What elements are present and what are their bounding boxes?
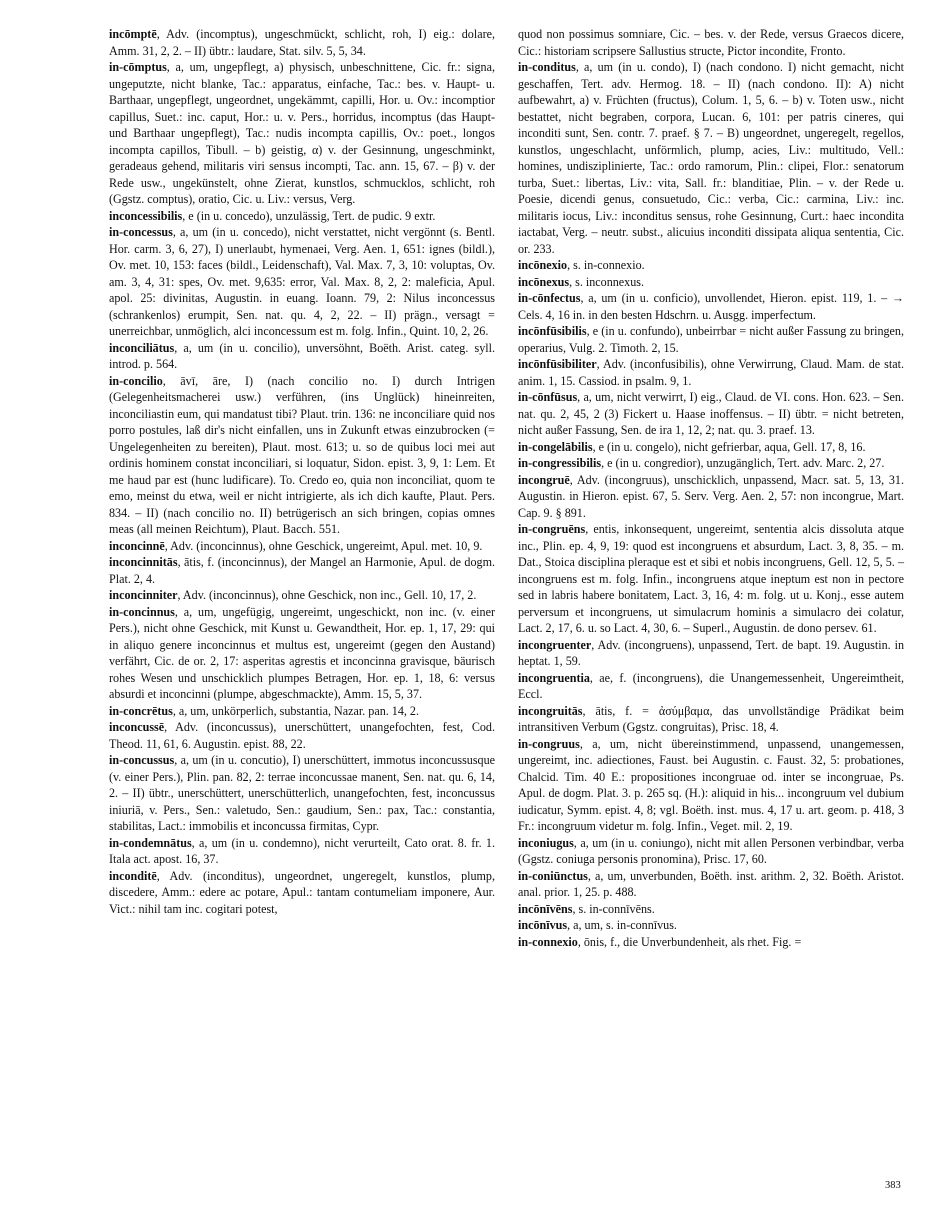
entry-headword: in-congressibilis <box>518 456 602 470</box>
entry-headword: incongruentia <box>518 670 590 685</box>
page-number: 383 <box>885 1180 901 1191</box>
entry-text: , Adv. (incomptus), ungeschmückt, schlicht, roh, I) eig.: dolare, Amm. 31, 2, 2. – II) übtr.: laudare, Stat. silv. 5, 5, 34. <box>109 27 495 58</box>
entry-headword: inconcinnitās <box>109 555 178 569</box>
entry-text: , a, um (in u. conficio), unvollendet, Hieron. epist. 119, 1. – → Cels. 4, 16 in. in den besten Hdschrn. u. Ausgg. imperfectum. <box>518 291 904 322</box>
entry-text: , Adv. (inconcinnus), ohne Geschick, non inc., Gell. 10, 17, 2. <box>177 588 477 602</box>
dictionary-entry <box>518 917 904 934</box>
entry-text: , Adv. (incongruus), unschicklich, unpassend, Macr. sat. 5, 13, 31. Augustin. in Hieron. epist. 67, 5. Serv. Verg. Aen. 2, 57: non incongrue, Mart. Cap. 9. § 891. <box>518 472 904 520</box>
right-column <box>518 26 904 950</box>
entry-headword: in-concussus <box>109 753 175 767</box>
entry-text: , s. in-connexio. <box>567 258 645 272</box>
dictionary-entry <box>518 290 904 323</box>
dictionary-entry <box>109 538 495 555</box>
dictionary-entry <box>518 637 904 670</box>
entry-text: , ātis, f. = ἀσύμβαμα, das unvollständige Prädikat beim intransitiven Verbum (Ggstz. congruitas), Prisc. 18, 4. <box>518 703 904 734</box>
entry-text: , e (in u. congelo), nicht gefrierbar, aqua, Gell. 17, 8, 16. <box>592 439 866 454</box>
dictionary-entry <box>518 901 904 918</box>
entry-text: , ōnis, f., die Unverbundenheit, als rhet. Fig. = <box>577 934 802 949</box>
entry-headword: incongruitās <box>518 703 583 718</box>
entry-text: , a, um, unverbunden, Boëth. inst. arithm. 2, 32. Boëth. Aristot. anal. prior. 1, 25. p. 488. <box>518 868 904 899</box>
entry-headword: in-connexio <box>518 934 578 949</box>
entry-text: , a, um, nicht verwirrt, I) eig., Claud. de VI. cons. Hon. 623. – Sen. nat. qu. 2, 45, 2 (3) Fickert u. Haase inoffensus. – II) übtr. = nicht betreten, nicht außer Fassung, Sen. de ira 1, 12, 2; nat. qu. 3. praef. 13. <box>518 390 904 437</box>
dictionary-entry <box>109 554 495 587</box>
dictionary-entry <box>518 26 904 59</box>
entry-headword: in-congruēns <box>518 522 586 536</box>
entry-text: quod non possimus somniare, Cic. – bes. v. der Rede, versus Graecos dicere, Cic.: historiam scripsere Sallustius structe, Pictor incondite, Fronto. <box>518 27 904 58</box>
entry-text: , a, um (in u. concedo), nicht verstattet, nicht vergönnt (s. Bentl. Hor. carm. 3, 6, 27), I) unerlaubt, hymenaei, Verg. Aen. 1, 651: ignes (bildl.), Ov. met. 10, 153: faces (bildl., Leidenschaft), Val. Max. 7, 3, 10: voluptas, Ov. am. 3, 4, 31: spes, Ov. met. 9,635: error, Val. Max. 8, 2, 2: maleficia, Apul. apol. 25: divinitas, Augustin. in euang. Ioann. 79, 2: Nilus inconcessus (schrankenlos) erumpit, Sen. nat. qu. 4, 2, 22. – II) prägn., versagt = unerreichbar, unmöglich, alci inconcessum est m. folg. Infin., Quint. 10, 2, 26. <box>109 225 495 338</box>
dictionary-entry <box>518 521 904 637</box>
entry-headword: incōnīvus <box>518 918 568 932</box>
dictionary-entry <box>109 835 495 868</box>
dictionary-entry <box>518 389 904 439</box>
dictionary-entry <box>518 736 904 835</box>
entry-headword: in-concinnus <box>109 604 175 619</box>
entry-text: , Adv. (inconcinnus), ohne Geschick, ungereimt, Apul. met. 10, 9. <box>164 538 483 553</box>
dictionary-entry <box>109 208 495 225</box>
entry-text: , a, um, ungefügig, ungereimt, ungeschickt, non inc. (v. einer Pers.), nicht ohne Geschick, mit Kunst u. Gewandtheit, Hor. ep. 1, 17, 29: qui in aliquo genere inconcinnus et multus est, ungereimt (gegen den Austand) verfährt, Cic. de or. 2, 17: asperitas agrestis et inconcinna gravisque, bäurisch rohes Wesen und unschicklich plumpes Betragen, Hor. ep. 1, 18, 6: versus absurdi et inconcinni (plumpe, abgeschmackte), Amm. 15, 5, 37. <box>109 604 495 701</box>
dictionary-entry <box>109 59 495 208</box>
entry-text: , a, um (in u. concilio), unversöhnt, Boëth. Arist. categ. syll. introd. p. 564. <box>109 340 495 371</box>
entry-headword: in-conditus <box>518 60 576 74</box>
entry-text: , s. in-connīvēns. <box>572 901 655 916</box>
entry-headword: incōnfūsibiliter <box>518 357 597 371</box>
entry-headword: incōnīvēns <box>518 901 573 916</box>
entry-headword: in-congelābilis <box>518 439 593 454</box>
dictionary-entry <box>109 703 495 720</box>
entry-headword: in-concilio <box>109 373 163 388</box>
dictionary-entry <box>109 224 495 340</box>
entry-headword: in-congruus <box>518 736 580 751</box>
dictionary-entry <box>518 670 904 703</box>
entry-headword: in-concrētus <box>109 703 173 718</box>
entry-text: , Adv. (inconfusibilis), ohne Verwirrung, Claud. Mam. de stat. anim. 1, 15. Cassiod. in psalm. 9, 1. <box>518 357 904 388</box>
dictionary-entry <box>518 835 904 868</box>
dictionary-entry <box>109 752 495 835</box>
entry-text: , Adv. (inconcussus), unerschüttert, unangefochten, fest, Cod. Theod. 11, 61, 6. Augustin. epist. 88, 22. <box>109 720 495 751</box>
dictionary-entry <box>109 604 495 703</box>
entry-headword: in-condemnātus <box>109 835 192 850</box>
entry-headword: incōnfūsibilis <box>518 324 587 338</box>
entry-headword: in-concessus <box>109 225 173 239</box>
entry-headword: inconcinnē <box>109 538 165 553</box>
entry-headword: incōnexus <box>518 274 570 289</box>
dictionary-entry <box>518 59 904 257</box>
entry-text: , a, um (in u. concutio), I) unerschüttert, immotus inconcussusque (v. einer Pers.), Plin. pan. 82, 2: terrae inconcussae manent, Sen. nat. qu. 6, 14, 2. – II) übtr., unerschüttert, unerschütterlich, unangefochten, fest, inconcussus iniuriā, v. Pers., Sen.: valetudo, Sen.: gaudium, Sen.: pax, Tac.: constantia, stabilitas, Lact.: immobilis et inconcussa firmitas, Cypr. <box>109 753 495 833</box>
entry-text: , e (in u. congredior), unzugänglich, Tert. adv. Marc. 2, 27. <box>601 456 885 470</box>
dictionary-entry <box>109 373 495 538</box>
entry-text: , e (in u. concedo), unzulässig, Tert. de pudic. 9 extr. <box>182 208 436 223</box>
entry-headword: incōmptē <box>109 27 157 41</box>
dictionary-entry <box>109 340 495 373</box>
entry-text: , a, um (in u. condemno), nicht verurteilt, Cato orat. 8. fr. 1. Itala act. apost. 16, 37. <box>109 835 495 866</box>
dictionary-entry <box>518 257 904 274</box>
dictionary-entry <box>518 934 904 951</box>
entry-text: , a, um, s. in-connīvus. <box>567 918 677 932</box>
entry-text: , ae, f. (incongruens), die Unangemessenheit, Ungereimtheit, Eccl. <box>518 670 904 701</box>
entry-headword: in-cōmptus <box>109 60 167 74</box>
entry-text: , a, um (in u. coniungo), nicht mit allen Personen verbindbar, verba (Ggstz. coniuga personis pronomina), Prisc. 17, 60. <box>518 835 904 866</box>
entry-headword: inconiugus <box>518 835 574 850</box>
entry-text: , e (in u. confundo), unbeirrbar = nicht außer Fassung zu bringen, operarius, Vulg. 2. Timoth. 2, 15. <box>518 324 904 355</box>
entry-headword: incōnexio <box>518 258 568 272</box>
dictionary-entry <box>518 356 904 389</box>
entry-headword: inconditē <box>109 868 157 883</box>
entry-text: , a, um, ungepflegt, a) physisch, unbeschnittene, Cic. fr.: signa, ungeputzte, nicht blanke, Tac.: apparatus, einfache, Tac.: bes. v. Haupt- u. Barthaar, ungepflegt, ungeordnet, ungekämmt, capilli, Hor. u. Ov.: incomptior capillus, Suet.: inc. caput, Hor.: u. v. Pers., horridus, incomptus (das Haupt- und Barthaar ungepflegt), Tac.: nudis incompta capillis, Ov.: poet., longos incompta capillos, Tibull. – b) geistig, α) v. der Gesinnung, ungeschminkt, geradeaus gehend, militaris viri sensus incompti, Tac. ann. 15, 67. – β) v. der Rede usw., ungekünstelt, ohne Zierat, kunstlos, schmucklos, schlicht, roh (Ggstz. comptus), oratio, Cic. u. Liv.: versus, Verg. <box>109 60 495 206</box>
dictionary-entry <box>109 868 495 918</box>
entry-headword: inconcussē <box>109 720 165 734</box>
entry-text: , a, um, nicht übereinstimmend, unpassend, unangemessen, ungereimt, inc. adiectiones, Faust. bei Augustin. c. Faust. 32, 5: probationes, Chalcid. Tim. 40 E.: propositiones incongruae od. inter se incongruae, Ps. Apul. de dogm. Plat. 3. p. 265 sq. (H.): aliquid in his... incongruum vel dubium iudicatur, Symm. epist. 4, 8; vgl. Boëth. inst. mus. 4, 17 u. art. geom. p. 418, 3 Fr.: incongruum videtur m. folg. Infin., Veget. mil. 2, 19. <box>518 736 904 833</box>
dictionary-entry <box>518 455 904 472</box>
entry-headword: in-cōnfūsus <box>518 390 578 404</box>
entry-headword: inconciliātus <box>109 340 175 355</box>
entry-headword: incongruē <box>518 472 570 487</box>
entry-text: , Adv. (incongruens), unpassend, Tert. de bapt. 19. Augustin. in heptat. 1, 59. <box>518 637 904 668</box>
entry-text: , Adv. (inconditus), ungeordnet, ungeregelt, kunstlos, plump, discedere, Amm.: edere ac potare, Apul.: tantam contumeliam imponere, Aur. Vict.: nihil tam inc. cogitari potest, <box>109 868 495 916</box>
entry-headword: in-coniūnctus <box>518 868 588 883</box>
entry-headword: inconcinniter <box>109 588 178 602</box>
left-column <box>109 26 495 917</box>
dictionary-entry <box>518 274 904 291</box>
entry-text: , entis, inkonsequent, ungereimt, sententia alcis dissoluta atque inc., Plin. ep. 4, 9, 19: quod est incongruens et absurdum, Lact. 3, 8, 35. – m. Dat., Stoica disciplina pleraque est et sibi et nobis incongruens, Gell. 12, 5, 5. – incongruens est m. folg. Infin., incongruens atque ineptum est non in pectore sed in labris habere bonitatem, Lact. 3, 16, 4: m. folg. ut u. Konj., esse autem perversum et incongruens, ut simulacrum hominis a simulacro dei colatur, Lact. 2, 17, 6. u. so Lact. 4, 30, 6. – Superl., Augustin. de dono persev. 61. <box>518 522 904 635</box>
entry-headword: inconcessibilis <box>109 208 183 223</box>
entry-headword: in-cōnfectus <box>518 291 581 305</box>
entry-text: , a, um (in u. condo), I) (nach condono. I) nicht gemacht, nicht geschaffen, Tert. adv. Hermog. 18. – II) (nach condono. II): A) nicht aufbewahrt, a) v. Früchten (fructus), Colum. 1, 5, 6. – b) v. Toten usw., nicht bestattet, nicht begraben, corpora, Lucan. 6, 101: per patris cineres, qui inconditi sunt, Sen. contr. 7. praef. § 7. – B) ungeordnet, ungeregelt, regellos, kunstlos, ungeschlacht, unförmlich, plump, acies, Liv.: multitudo, Vell.: homines, undisziplinierte, Tac.: ordo ramorum, Plin.: clipei, Flor.: senatorum turba, Suet.: libertas, Liv.: vita, Sall. fr.: blanditiae, Plin. – v. der Rede u. Poesie, dicendi genus, consuetudo, Cic.: verba, Cic.: carmina, Liv.: inc. militaris iocus, Liv.: inconditus sensus, rohe Gesinnung, Curt.: haec incondita iactabat, Verg. – neutr. subst., alicuius inconditi dissipata aliqua sententia, Cic. or. 233. <box>518 60 904 256</box>
dictionary-entry <box>518 703 904 736</box>
dictionary-entry <box>518 868 904 901</box>
entry-text: , āvī, āre, I) (nach concilio no. I) durch Intrigen (Gelegenheitsmacherei usw.) verführen, (ins Unglück) hineinreiten, inconciliastin eum, qui mandatust tibi? Plaut. trin. 136: ne inconciliare quid nos porro postules, laß dir's nicht einfallen, uns in Zukunft etwas einzubrocken (= Ungelegenheiten zu bereiten), Plaut. most. 613; u. so de quibus loci mei aut ordinis hominem constat inconciliari, si loquatur, Sidon. epist. 3, 9, 1: Lem. Et me haud par est (hunc ludificare). To. Credo eo, quia non inconciliat, quom te emo, meinst du etwa, weil er nicht intrigierte, als ich dich kaufte, Plaut. Pers. 834. – II) (nach concilio no. II) betrügerisch an sich bringen, copias omnes meas (all meinen Reichtum), Plaut. Bacch. 551. <box>109 373 495 536</box>
entry-text: , ātis, f. (inconcinnus), der Mangel an Harmonie, Apul. de dogm. Plat. 2, 4. <box>109 555 495 586</box>
dictionary-entry <box>518 323 904 356</box>
dictionary-entry <box>109 587 495 604</box>
entry-text: , s. inconnexus. <box>569 274 644 289</box>
dictionary-entry <box>518 439 904 456</box>
dictionary-entry <box>109 26 495 59</box>
entry-headword: incongruenter <box>518 637 592 652</box>
dictionary-entry <box>518 472 904 522</box>
entry-text: , a, um, unkörperlich, substantia, Nazar. pan. 14, 2. <box>172 703 420 718</box>
dictionary-entry <box>109 719 495 752</box>
